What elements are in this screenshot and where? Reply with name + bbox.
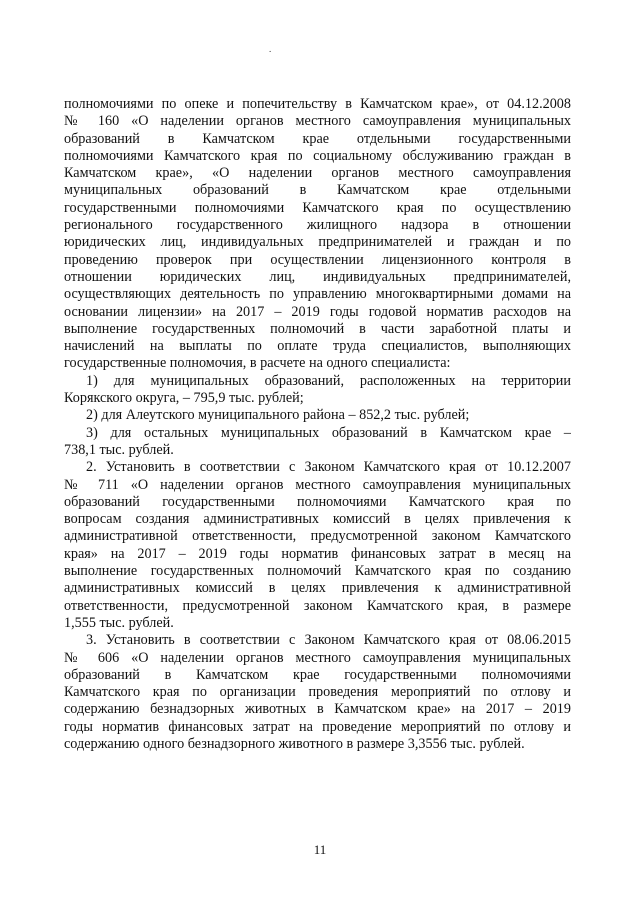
- text-line: ответственности, предусмотренной законом Камчатского края, в размере: [64, 597, 571, 614]
- text-line: годы норматив финансовых затрат на проведение мероприятий по отлову и: [64, 718, 571, 735]
- text-line: основании лицензии» на 2017 – 2019 годы годовой норматив расходов на: [64, 303, 571, 320]
- text-line: выполнение государственных полномочий Камчатского края по созданию: [64, 563, 571, 580]
- text-line: отношении юридических лиц, индивидуальных предпринимателей,: [64, 268, 571, 285]
- text-line: № 711 «О наделении органов местного самоуправления муниципальных: [64, 476, 571, 493]
- text-line: 3. Установить в соответствии с Законом Камчатского края от 08.06.2015: [86, 632, 571, 649]
- text-line: полномочиями по опеке и попечительству в Камчатском крае», от 04.12.2008: [64, 96, 571, 112]
- text-line: 2. Установить в соответствии с Законом Камчатского края от 10.12.2007: [86, 459, 571, 476]
- text-line: Корякского округа, – 795,9 тыс. рублей;: [64, 390, 304, 407]
- text-line: образований в Камчатском крае отдельными государственными: [64, 130, 571, 147]
- text-line: № 160 «О наделении органов местного самоуправления муниципальных: [64, 113, 571, 130]
- text-line: административных комиссий в целях привлечения к административной: [64, 580, 571, 597]
- text-line: 1) для муниципальных образований, расположенных на территории: [86, 372, 571, 389]
- paragraph: [64, 425, 571, 460]
- paragraph: [64, 373, 571, 408]
- text-line: 738,1 тыс. рублей.: [64, 441, 174, 458]
- paragraph: [64, 407, 571, 424]
- text-line: государственные полномочия, в расчете на одного специалиста:: [64, 355, 451, 372]
- text-line: выполнение государственных полномочий в части заработной платы и: [64, 320, 571, 337]
- scan-mark: .: [269, 44, 272, 54]
- paragraph: [64, 632, 571, 753]
- text-line: 2) для Алеутского муниципального района – 852,2 тыс. рублей;: [86, 407, 470, 424]
- page-number: 11: [313, 842, 327, 857]
- text-line: государственными полномочиями Камчатского края по осуществлению: [64, 199, 571, 216]
- document-body: [64, 96, 571, 753]
- paragraph: [64, 96, 571, 373]
- text-line: полномочиями Камчатского края по социальному обслуживанию граждан в: [64, 147, 571, 164]
- text-line: 3) для остальных муниципальных образований в Камчатском крае –: [86, 424, 571, 441]
- text-line: образований государственными полномочиями Камчатского края по: [64, 493, 571, 510]
- text-line: 1,555 тыс. рублей.: [64, 614, 174, 631]
- text-line: юридических лиц, индивидуальных предпринимателей и граждан и по: [64, 234, 571, 251]
- paragraph: [64, 459, 571, 632]
- text-line: № 606 «О наделении органов местного самоуправления муниципальных: [64, 649, 571, 666]
- text-line: содержанию безнадзорных животных в Камчатском крае» на 2017 – 2019: [64, 701, 571, 718]
- text-line: административной ответственности, предусмотренной законом Камчатского: [64, 528, 571, 545]
- text-line: образований в Камчатском крае государственными полномочиями: [64, 666, 571, 683]
- text-line: регионального государственного жилищного надзора в отношении: [64, 217, 571, 234]
- text-line: вопросам создания административных комиссий в целях привлечения к: [64, 511, 571, 528]
- text-line: осуществляющих деятельность по управлению многоквартирными домами на: [64, 286, 571, 303]
- text-line: муниципальных образований в Камчатском крае отдельными: [64, 182, 571, 199]
- text-line: начислений на выплаты по оплате труда специалистов, выполняющих: [64, 338, 571, 355]
- text-line: проведению проверок при осуществлении лицензионного контроля в: [64, 251, 571, 268]
- text-line: содержанию одного безнадзорного животного в размере 3,3556 тыс. рублей.: [64, 735, 525, 752]
- text-line: Камчатского края по организации проведения мероприятий по отлову и: [64, 684, 571, 701]
- text-line: Камчатском крае», «О наделении органов местного самоуправления: [64, 165, 571, 182]
- text-line: края» на 2017 – 2019 годы норматив финансовых затрат в месяц на: [64, 545, 571, 562]
